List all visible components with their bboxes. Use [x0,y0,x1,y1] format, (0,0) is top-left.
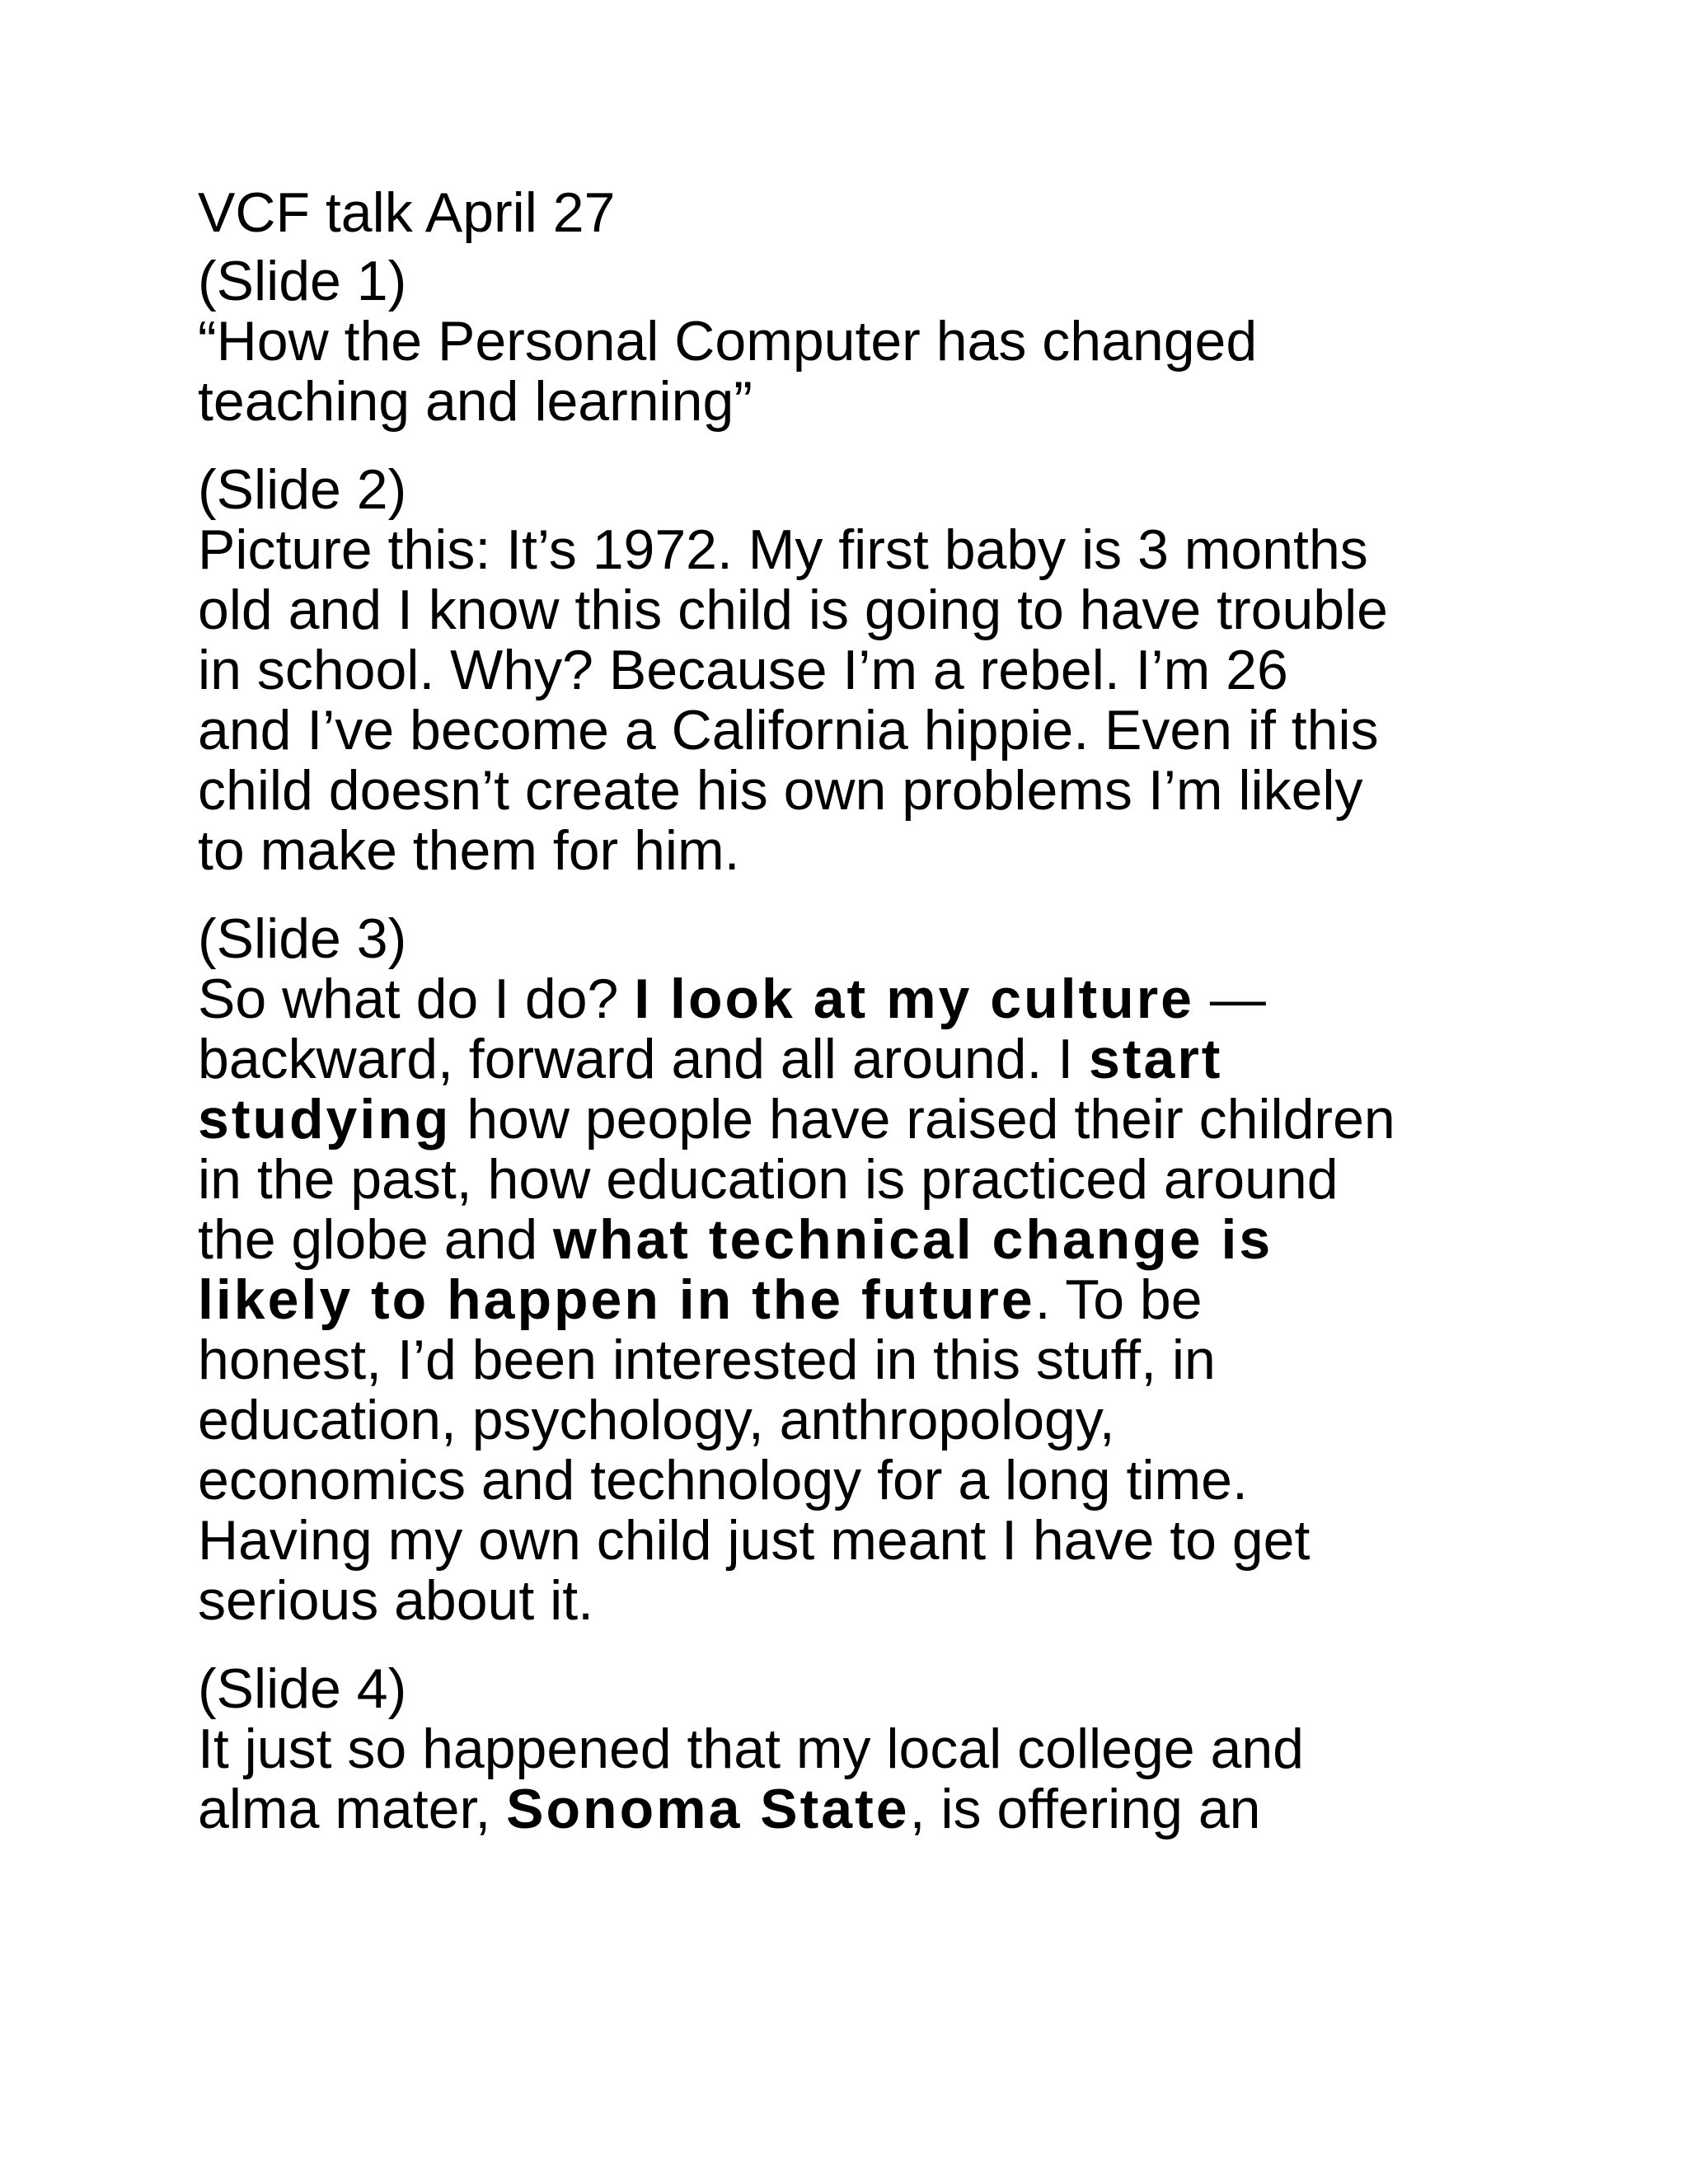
text-run: in school. Why? Because I’m a rebel. I’m 26 [198,639,1288,701]
bold-text: Sonoma State [506,1778,910,1840]
text-run: and I’ve become a California hippie. Even if this [198,699,1379,762]
text-run: in the past, how education is practiced around [198,1148,1339,1211]
document-body [198,251,1582,1840]
slide-section [198,1659,1582,1840]
text-line [198,1090,1582,1150]
text-run: alma mater, [198,1778,507,1840]
text-run: Picture this: It’s 1972. My first baby is 3 months [198,518,1368,581]
text-run: how people have raised their children [451,1088,1395,1151]
slide-section [198,909,1582,1631]
text-run: teaching and learning” [198,370,753,433]
text-run: the globe and [198,1208,554,1271]
text-run: — [1193,968,1266,1030]
slide-section [198,460,1582,881]
text-line [198,520,1582,580]
document-page [198,183,1582,1868]
text-line [198,1029,1582,1090]
document-title: VCF talk April 27 [198,181,616,244]
slide-label: (Slide 3) [198,907,407,970]
bold-text: start [1089,1028,1223,1090]
text-line [198,969,1582,1029]
text-run: honest, I’d been interested in this stuff, in [198,1329,1216,1391]
slide-label: (Slide 1) [198,250,407,312]
text-line [198,1511,1582,1571]
text-line [198,580,1582,640]
text-run: education, psychology, anthropology, [198,1389,1115,1451]
text-run: It just so happened that my local college and [198,1718,1304,1780]
bold-text: studying [198,1088,452,1151]
slide-label: (Slide 2) [198,458,407,521]
text-line [198,701,1582,761]
text-line [198,312,1582,372]
text-line [198,1210,1582,1270]
slide-label: (Slide 4) [198,1657,407,1720]
text-run: serious about it. [198,1569,594,1632]
text-run: backward, forward and all around. I [198,1028,1090,1090]
bold-text: likely to happen in the future [198,1268,1035,1331]
bold-text: what technical change is [553,1208,1273,1271]
slide-section [198,251,1582,432]
text-run: . To be [1034,1268,1203,1331]
text-line [198,1390,1582,1451]
text-line [198,1330,1582,1390]
text-line [198,1150,1582,1210]
text-line [198,640,1582,701]
text-line [198,1270,1582,1330]
text-line [198,1571,1582,1631]
text-run: economics and technology for a long time. [198,1449,1248,1511]
text-run: to make them for him. [198,819,740,882]
text-line [198,372,1582,432]
text-run: “How the Personal Computer has changed [198,310,1258,373]
text-line [198,1451,1582,1511]
text-line [198,761,1582,821]
text-run: Having my own child just meant I have to get [198,1509,1311,1572]
text-line [198,1719,1582,1779]
text-line [198,821,1582,881]
text-run: child doesn’t create his own problems I’m likely [198,759,1363,822]
bold-text: I look at my culture [634,968,1194,1030]
text-run: old and I know this child is going to have trouble [198,579,1389,641]
text-run: So what do I do? [198,968,635,1030]
text-line [198,1779,1582,1840]
text-run: , is offering an [909,1778,1261,1840]
